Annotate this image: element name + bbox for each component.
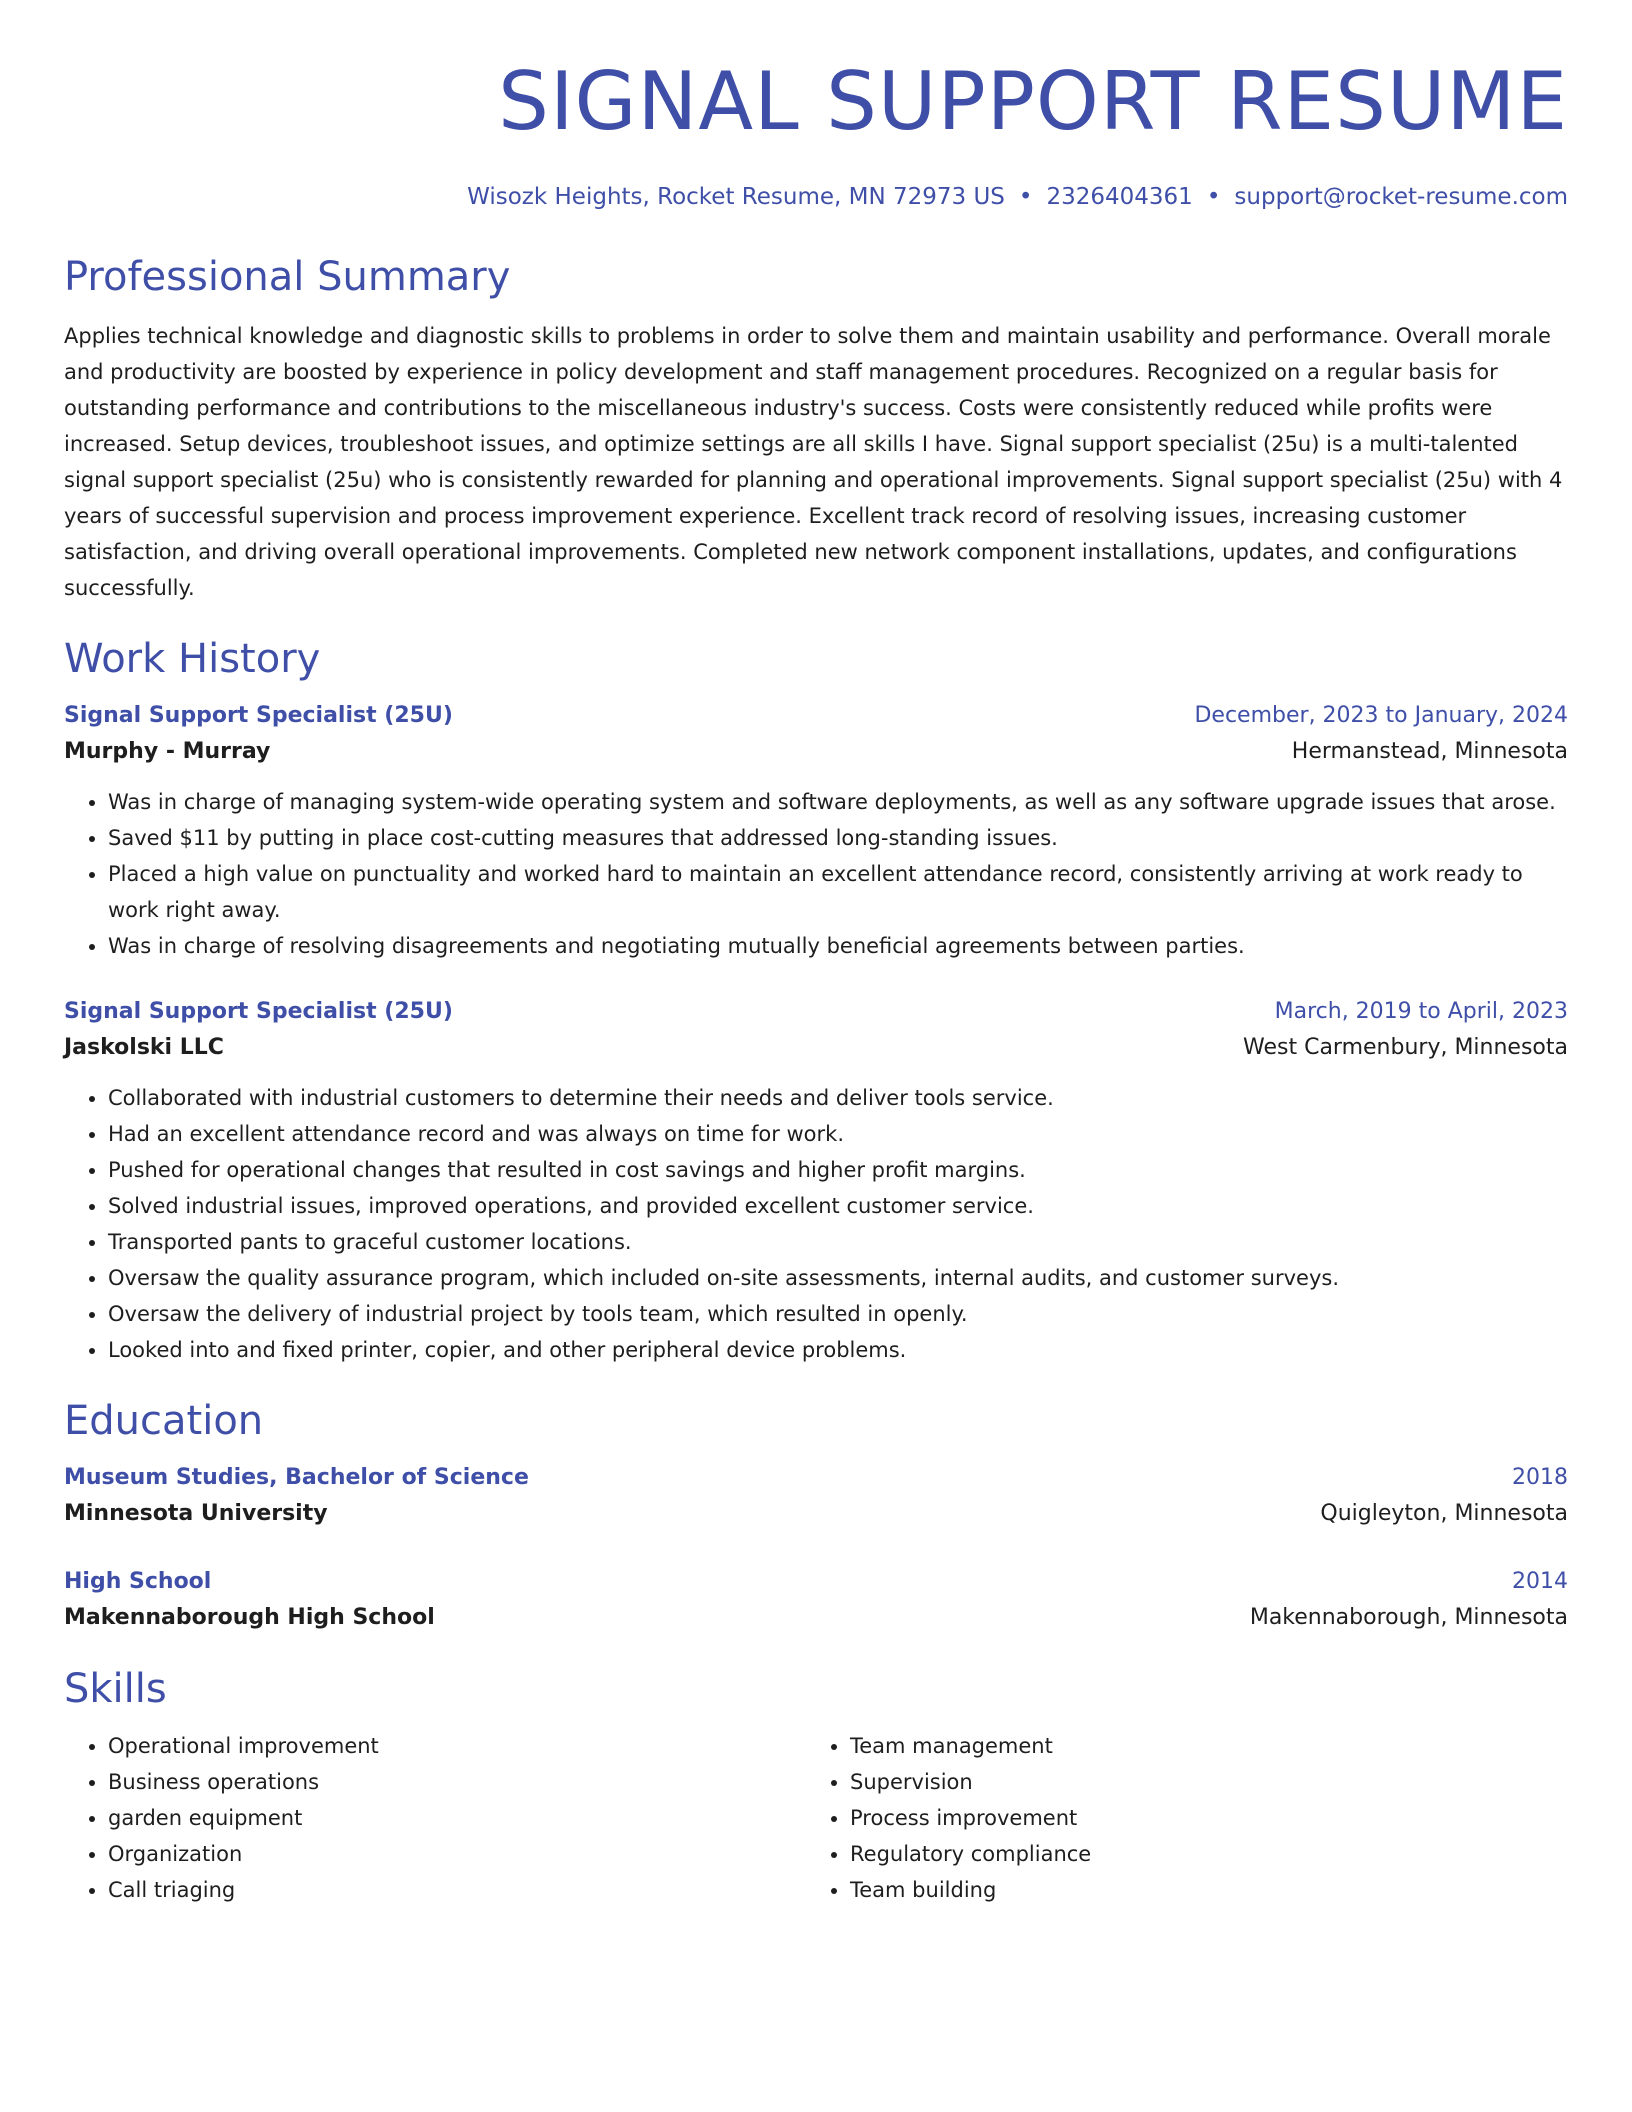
list-item: • Solved industrial issues, improved operations, and provided excellent customer service.	[108, 1188, 1568, 1224]
list-item: • Had an excellent attendance record and was always on time for work.	[108, 1116, 1568, 1152]
job-role: Signal Support Specialist (25U)	[64, 999, 453, 1024]
resume-title: SIGNAL SUPPORT RESUME	[498, 55, 1568, 148]
skills-heading: Skills	[64, 1666, 167, 1712]
list-item: • Oversaw the delivery of industrial project by tools team, which resulted in openly.	[108, 1296, 1568, 1332]
list-item: • Looked into and fixed printer, copier, and other peripheral device problems.	[108, 1332, 1568, 1368]
summary-heading: Professional Summary	[64, 254, 511, 300]
education-section	[64, 1396, 1568, 1636]
skill-item: • Regulatory compliance	[850, 1836, 1548, 1872]
education-location: Quigleyton, Minnesota	[1320, 1501, 1568, 1526]
skill-item: • Business operations	[108, 1764, 806, 1800]
skills-list-right	[806, 1728, 1548, 1908]
list-item: • Placed a high value on punctuality and worked hard to maintain an excellent attendance record, consistently arriving at work ready to work right away.	[108, 856, 1568, 928]
contact-separator: •	[1206, 184, 1221, 210]
job-duties-list	[64, 1080, 1568, 1368]
education-entry	[64, 1564, 1568, 1636]
list-item: • Collaborated with industrial customers to determine their needs and deliver tools service.	[108, 1080, 1568, 1116]
education-degree: High School	[64, 1569, 212, 1594]
list-item: • Was in charge of resolving disagreements and negotiating mutually beneficial agreements between parties.	[108, 928, 1568, 964]
skill-item: • Team management	[850, 1728, 1548, 1764]
summary-section	[64, 252, 1568, 606]
education-school: Makennaborough High School	[64, 1605, 435, 1630]
work-history-heading: Work History	[64, 636, 321, 682]
education-school-row	[64, 1600, 1568, 1636]
list-item: • Was in charge of managing system-wide operating system and software deployments, as well as any software upgrade issues that arose.	[108, 784, 1568, 820]
list-item: • Pushed for operational changes that resulted in cost savings and higher profit margins.	[108, 1152, 1568, 1188]
skill-item: • Supervision	[850, 1764, 1548, 1800]
job-title-row	[64, 698, 1568, 734]
education-degree-row	[64, 1564, 1568, 1600]
job-company: Jaskolski LLC	[64, 1035, 224, 1060]
education-year: 2014	[1512, 1569, 1568, 1594]
skill-item: • Call triaging	[108, 1872, 806, 1908]
education-year: 2018	[1512, 1465, 1568, 1490]
skill-item: • Process improvement	[850, 1800, 1548, 1836]
contact-address: Wisozk Heights, Rocket Resume, MN 72973 US	[467, 184, 1005, 210]
job-duties-list	[64, 784, 1568, 964]
contact-email[interactable]: support@rocket-resume.com	[1234, 184, 1568, 210]
list-item: • Saved $11 by putting in place cost-cutting measures that addressed long-standing issues.	[108, 820, 1568, 856]
skill-item: • Team building	[850, 1872, 1548, 1908]
education-heading: Education	[64, 1398, 264, 1444]
skill-item: • Operational improvement	[108, 1728, 806, 1764]
resume-page	[64, 0, 1568, 1908]
work-history-section	[64, 634, 1568, 1368]
education-degree: Museum Studies, Bachelor of Science	[64, 1465, 529, 1490]
education-school: Minnesota University	[64, 1501, 328, 1526]
job-role: Signal Support Specialist (25U)	[64, 703, 453, 728]
job-company: Murphy - Murray	[64, 739, 271, 764]
job-location: West Carmenbury, Minnesota	[1243, 1035, 1568, 1060]
job-dates: December, 2023 to January, 2024	[1194, 703, 1568, 728]
resume-header	[64, 0, 1568, 212]
job-company-row	[64, 1030, 1568, 1066]
job-title-row	[64, 994, 1568, 1030]
contact-separator: •	[1018, 184, 1033, 210]
skills-section	[64, 1664, 1568, 1908]
skills-list-left	[64, 1728, 806, 1908]
contact-phone: 2326404361	[1046, 184, 1193, 210]
list-item: • Oversaw the quality assurance program, which included on-site assessments, internal audits, and customer surveys.	[108, 1260, 1568, 1296]
job-dates: March, 2019 to April, 2023	[1274, 999, 1568, 1024]
skill-item: • Organization	[108, 1836, 806, 1872]
job-entry	[64, 994, 1568, 1368]
summary-text: Applies technical knowledge and diagnostic skills to problems in order to solve them and maintain usability and performance. Overall morale and productivity are boosted by experience in policy development and staff management procedures. Recognized on a regular basis for outstanding performance and contributions to the miscellaneous industry's success. Costs were consistently reduced while profits were increased. Setup devices, troubleshoot issues, and optimize settings are all skills I have. Signal support specialist (25u) is a multi-talented signal support specialist (25u) who is consistently rewarded for planning and operational improvements. Signal support specialist (25u) with 4 years of successful supervision and process improvement experience. Excellent track record of resolving issues, increasing customer satisfaction, and driving overall operational improvements. Completed new network component installations, updates, and configurations successfully.	[64, 324, 1563, 600]
skill-item: • garden equipment	[108, 1800, 806, 1836]
education-school-row	[64, 1496, 1568, 1532]
skills-columns	[64, 1728, 1568, 1908]
education-entry	[64, 1460, 1568, 1532]
job-location: Hermanstead, Minnesota	[1291, 739, 1568, 764]
job-entry	[64, 698, 1568, 964]
contact-line	[64, 182, 1568, 212]
education-degree-row	[64, 1460, 1568, 1496]
education-location: Makennaborough, Minnesota	[1249, 1605, 1568, 1630]
job-company-row	[64, 734, 1568, 770]
list-item: • Transported pants to graceful customer locations.	[108, 1224, 1568, 1260]
